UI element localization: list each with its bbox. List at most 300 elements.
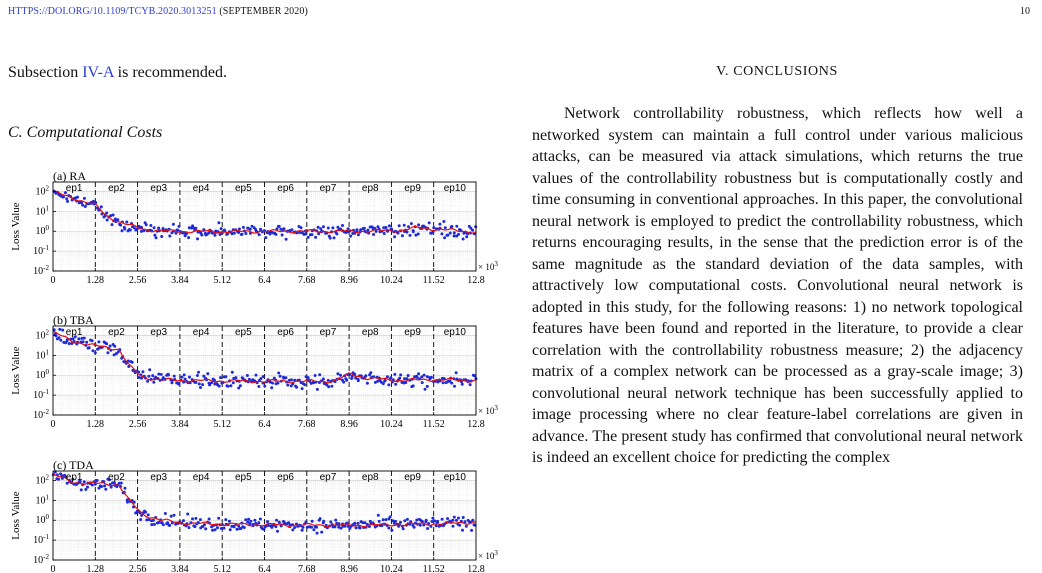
data-point (320, 531, 323, 534)
data-point (433, 520, 436, 523)
data-point (319, 517, 322, 520)
data-point (315, 526, 318, 529)
data-point (387, 527, 390, 530)
data-point (80, 488, 83, 491)
data-point (425, 519, 428, 522)
data-point (249, 520, 252, 523)
x-tick-label: 3.84 (171, 419, 189, 430)
data-point (290, 378, 293, 381)
epoch-label: ep6 (277, 327, 294, 338)
data-point (119, 224, 122, 227)
data-point (150, 523, 153, 526)
data-point (160, 373, 163, 376)
data-point (183, 373, 186, 376)
data-point (201, 383, 204, 386)
data-point (438, 223, 441, 226)
data-point (384, 226, 387, 229)
data-point (394, 383, 397, 386)
data-point (424, 388, 427, 391)
data-point (152, 519, 155, 522)
data-point (172, 223, 175, 226)
data-point (407, 225, 410, 228)
data-point (270, 386, 273, 389)
data-point (310, 233, 313, 236)
data-point (295, 386, 298, 389)
y-tick-label: $10^0$ (35, 513, 49, 527)
data-point (316, 532, 319, 535)
epoch-label: ep9 (404, 183, 421, 194)
data-point (141, 370, 144, 373)
data-point (166, 521, 169, 524)
data-point (341, 224, 344, 227)
epoch-label: ep2 (108, 183, 125, 194)
data-point (65, 197, 68, 200)
data-point (436, 520, 439, 523)
data-point (277, 372, 280, 375)
data-point (220, 227, 223, 230)
data-point (88, 346, 91, 349)
data-point (59, 339, 62, 342)
data-point (450, 382, 453, 385)
data-point (389, 515, 392, 518)
page-number: 10 (1020, 6, 1030, 17)
x-tick-label: 8.96 (340, 419, 358, 430)
data-point (387, 383, 390, 386)
x-tick-label: 3.84 (171, 275, 189, 286)
data-point (85, 341, 88, 344)
y-axis-label: Loss Value (10, 202, 22, 251)
epoch-label: ep9 (404, 327, 421, 338)
data-point (417, 233, 420, 236)
data-point (327, 379, 330, 382)
data-point (109, 345, 112, 348)
data-point (444, 226, 447, 229)
data-point (198, 382, 201, 385)
data-point (435, 524, 438, 527)
data-point (155, 236, 158, 239)
data-point (331, 226, 334, 229)
data-point (333, 525, 336, 528)
data-point (417, 372, 420, 375)
data-point (257, 521, 260, 524)
data-point (264, 236, 267, 239)
data-point (426, 385, 429, 388)
epoch-label: ep2 (108, 327, 125, 338)
data-point (403, 519, 406, 522)
data-point (83, 337, 86, 340)
data-point (242, 226, 245, 229)
data-point (443, 236, 446, 239)
data-point (453, 235, 456, 238)
y-tick-label: $10^{-2}$ (33, 553, 49, 566)
x-tick-label: 6.4 (258, 564, 271, 573)
data-point (276, 530, 279, 533)
data-point (455, 371, 458, 374)
data-point (274, 233, 277, 236)
data-point (367, 229, 370, 232)
data-point (449, 232, 452, 235)
data-point (342, 381, 345, 384)
data-point (131, 361, 134, 364)
x-multiplier: × $10^3$ (478, 549, 498, 561)
data-point (76, 196, 79, 199)
data-point (106, 351, 109, 354)
data-point (196, 374, 199, 377)
data-point (327, 385, 330, 388)
x-tick-label: 6.4 (258, 419, 271, 430)
data-point (458, 524, 461, 527)
epoch-label: ep10 (443, 183, 466, 194)
panel-title: (c) TDA (53, 458, 94, 472)
x-tick-label: 1.28 (86, 419, 105, 430)
y-tick-label: $10^{-2}$ (33, 264, 49, 277)
data-point (336, 372, 339, 375)
data-point (167, 374, 170, 377)
data-point (182, 519, 185, 522)
data-point (330, 385, 333, 388)
y-tick-label: $10^{-2}$ (33, 408, 49, 421)
data-point (219, 376, 222, 379)
data-point (446, 234, 449, 237)
data-point (197, 371, 200, 374)
data-point (322, 225, 325, 228)
data-point (385, 518, 388, 521)
data-point (317, 232, 320, 235)
epoch-label: ep3 (150, 472, 168, 483)
epoch-label: ep5 (235, 472, 252, 483)
data-point (84, 205, 87, 208)
data-point (465, 235, 468, 238)
data-point (253, 519, 256, 522)
x-tick-label: 11.52 (422, 564, 445, 573)
data-point (196, 237, 199, 240)
data-point (394, 520, 397, 523)
data-point (116, 218, 119, 221)
epoch-label: ep8 (361, 327, 379, 338)
data-point (188, 526, 191, 529)
data-point (312, 528, 315, 531)
x-tick-label: 12.8 (467, 564, 485, 573)
data-point (193, 525, 196, 528)
data-point (304, 233, 307, 236)
data-point (105, 342, 108, 345)
subsection-link[interactable]: IV-A (82, 64, 114, 81)
data-point (113, 345, 116, 348)
data-point (303, 383, 306, 386)
data-point (188, 376, 191, 379)
data-point (220, 527, 223, 530)
data-point (140, 230, 143, 233)
data-point (421, 381, 424, 384)
data-point (329, 237, 332, 240)
data-point (111, 223, 114, 226)
panel-title: (a) RA (53, 169, 86, 183)
epoch-label: ep5 (235, 327, 252, 338)
data-point (100, 205, 103, 208)
epoch-label: ep5 (235, 183, 252, 194)
data-point (144, 511, 147, 514)
data-point (452, 525, 455, 528)
data-point (199, 518, 202, 521)
data-point (465, 525, 468, 528)
data-point (177, 383, 180, 386)
data-point (168, 524, 171, 527)
data-point (244, 232, 247, 235)
data-point (106, 219, 109, 222)
x-tick-label: 5.12 (213, 419, 231, 430)
data-point (393, 373, 396, 376)
data-point (231, 371, 234, 374)
data-point (345, 379, 348, 382)
data-point (224, 375, 227, 378)
data-point (407, 374, 410, 377)
data-point (389, 376, 392, 379)
data-point (431, 520, 434, 523)
data-point (274, 525, 277, 528)
data-point (81, 204, 84, 207)
data-point (318, 373, 321, 376)
data-point (451, 519, 454, 522)
x-multiplier: × $10^3$ (478, 260, 498, 272)
data-point (236, 528, 239, 531)
data-point (129, 229, 132, 232)
data-point (378, 520, 381, 523)
data-point (244, 518, 247, 521)
data-point (276, 382, 279, 385)
epoch-label: ep7 (319, 183, 337, 194)
data-point (344, 525, 347, 528)
header-date: (SEPTEMBER 2020) (219, 6, 308, 17)
doi-link[interactable]: HTTPS://DOI.ORG/10.1109/TCYB.2020.3013251 (8, 6, 217, 17)
data-point (441, 518, 444, 521)
data-point (322, 520, 325, 523)
data-point (227, 385, 230, 388)
x-tick-label: 11.52 (422, 275, 445, 286)
data-point (211, 529, 214, 532)
data-point (322, 378, 325, 381)
data-point (450, 225, 453, 228)
data-point (390, 529, 393, 532)
data-point (228, 520, 231, 523)
data-point (327, 227, 330, 230)
data-point (147, 513, 150, 516)
data-point (149, 224, 152, 227)
data-point (223, 527, 226, 530)
x-tick-label: 3.84 (171, 564, 189, 573)
data-point (416, 376, 419, 379)
data-point (406, 231, 409, 234)
data-point (145, 223, 148, 226)
data-point (453, 231, 456, 234)
y-axis-label: Loss Value (10, 346, 22, 395)
data-point (214, 234, 217, 237)
epoch-label: ep1 (65, 472, 83, 483)
text-after-link: is recommended. (113, 64, 227, 81)
x-tick-label: 1.28 (86, 275, 105, 286)
data-point (233, 232, 236, 235)
epoch-label: ep4 (192, 183, 210, 194)
y-axis-label: Loss Value (10, 491, 22, 540)
y-tick-label: $10^1$ (35, 348, 49, 362)
data-point (461, 383, 464, 386)
data-point (208, 518, 211, 521)
data-point (382, 518, 385, 521)
data-point (453, 385, 456, 388)
data-point (357, 522, 360, 525)
data-point (271, 382, 274, 385)
epoch-label: ep3 (150, 327, 168, 338)
data-point (399, 521, 402, 524)
epoch-label: ep8 (361, 472, 379, 483)
data-point (455, 225, 458, 228)
data-point (409, 234, 412, 237)
data-point (442, 220, 445, 223)
data-point (170, 515, 173, 518)
y-tick-label: $10^{-1}$ (33, 244, 49, 258)
data-point (170, 381, 173, 384)
data-point (366, 382, 369, 385)
data-point (339, 374, 342, 377)
data-point (153, 523, 156, 526)
data-point (147, 375, 150, 378)
data-point (214, 528, 217, 531)
data-point (258, 233, 261, 236)
epoch-label: ep2 (108, 472, 125, 483)
x-tick-label: 10.24 (380, 419, 403, 430)
data-point (162, 523, 165, 526)
data-point (426, 527, 429, 530)
data-point (333, 236, 336, 239)
data-point (247, 518, 250, 521)
x-tick-label: 12.8 (467, 419, 485, 430)
data-point (96, 479, 99, 482)
data-point (399, 373, 402, 376)
data-point (417, 223, 420, 226)
epoch-label: ep8 (361, 183, 379, 194)
data-point (103, 484, 106, 487)
data-point (157, 521, 160, 524)
data-point (82, 340, 85, 343)
x-tick-label: 2.56 (128, 275, 147, 286)
data-point (375, 230, 378, 233)
data-point (148, 368, 151, 371)
data-point (105, 212, 108, 215)
subsection-title: C. Computational Costs (8, 124, 163, 141)
chart-panel-1 (10, 169, 498, 286)
x-tick-label: 5.12 (213, 275, 231, 286)
data-point (217, 517, 220, 520)
x-tick-label: 5.12 (213, 564, 231, 573)
data-point (97, 340, 100, 343)
data-point (164, 512, 167, 515)
data-point (283, 227, 286, 230)
data-point (266, 520, 269, 523)
data-point (176, 229, 179, 232)
data-point (281, 234, 284, 237)
data-point (398, 377, 401, 380)
data-point (431, 517, 434, 520)
epoch-label: ep10 (443, 327, 466, 338)
data-point (457, 233, 460, 236)
data-point (329, 521, 332, 524)
data-point (442, 381, 445, 384)
data-point (428, 221, 431, 224)
data-point (393, 235, 396, 238)
data-point (157, 227, 160, 230)
epoch-label: ep4 (192, 327, 210, 338)
data-point (403, 224, 406, 227)
data-point (217, 221, 220, 224)
data-point (317, 226, 320, 229)
x-tick-label: 0 (50, 275, 56, 286)
data-point (278, 225, 281, 228)
data-point (293, 526, 296, 529)
data-point (94, 351, 97, 354)
data-point (307, 376, 310, 379)
epoch-label: ep10 (443, 472, 466, 483)
y-tick-label: $10^1$ (35, 493, 49, 507)
data-point (139, 518, 142, 521)
data-point (285, 238, 288, 241)
data-point (200, 234, 203, 237)
data-point (415, 519, 418, 522)
data-point (68, 342, 71, 345)
data-point (112, 214, 115, 217)
data-point (153, 234, 156, 237)
data-point (440, 232, 443, 235)
data-point (388, 224, 391, 227)
data-point (278, 521, 281, 524)
data-point (290, 228, 293, 231)
data-point (413, 526, 416, 529)
epoch-label: ep7 (319, 327, 337, 338)
data-point (302, 526, 305, 529)
y-tick-label: $10^2$ (35, 184, 49, 198)
data-point (91, 484, 94, 487)
data-point (173, 514, 176, 517)
data-point (180, 376, 183, 379)
data-point (301, 387, 304, 390)
epoch-label: ep4 (192, 472, 210, 483)
data-point (453, 516, 456, 519)
y-tick-label: $10^2$ (35, 328, 49, 342)
data-point (191, 517, 194, 520)
data-point (286, 384, 289, 387)
data-point (237, 525, 240, 528)
running-header (8, 6, 308, 17)
data-point (398, 224, 401, 227)
data-point (152, 381, 155, 384)
epoch-label: ep9 (404, 472, 421, 483)
data-point (284, 376, 287, 379)
data-point (279, 375, 282, 378)
epoch-label: ep1 (65, 327, 83, 338)
x-tick-label: 11.52 (422, 419, 445, 430)
data-point (86, 486, 89, 489)
data-point (199, 386, 202, 389)
data-point (123, 228, 126, 231)
data-point (357, 379, 360, 382)
data-point (151, 374, 154, 377)
data-point (412, 230, 415, 233)
y-tick-label: $10^{-1}$ (33, 533, 49, 547)
x-tick-label: 1.28 (86, 564, 105, 573)
data-point (62, 195, 65, 198)
data-point (224, 518, 227, 521)
data-point (246, 374, 249, 377)
x-tick-label: 8.96 (340, 564, 358, 573)
data-point (104, 488, 107, 491)
